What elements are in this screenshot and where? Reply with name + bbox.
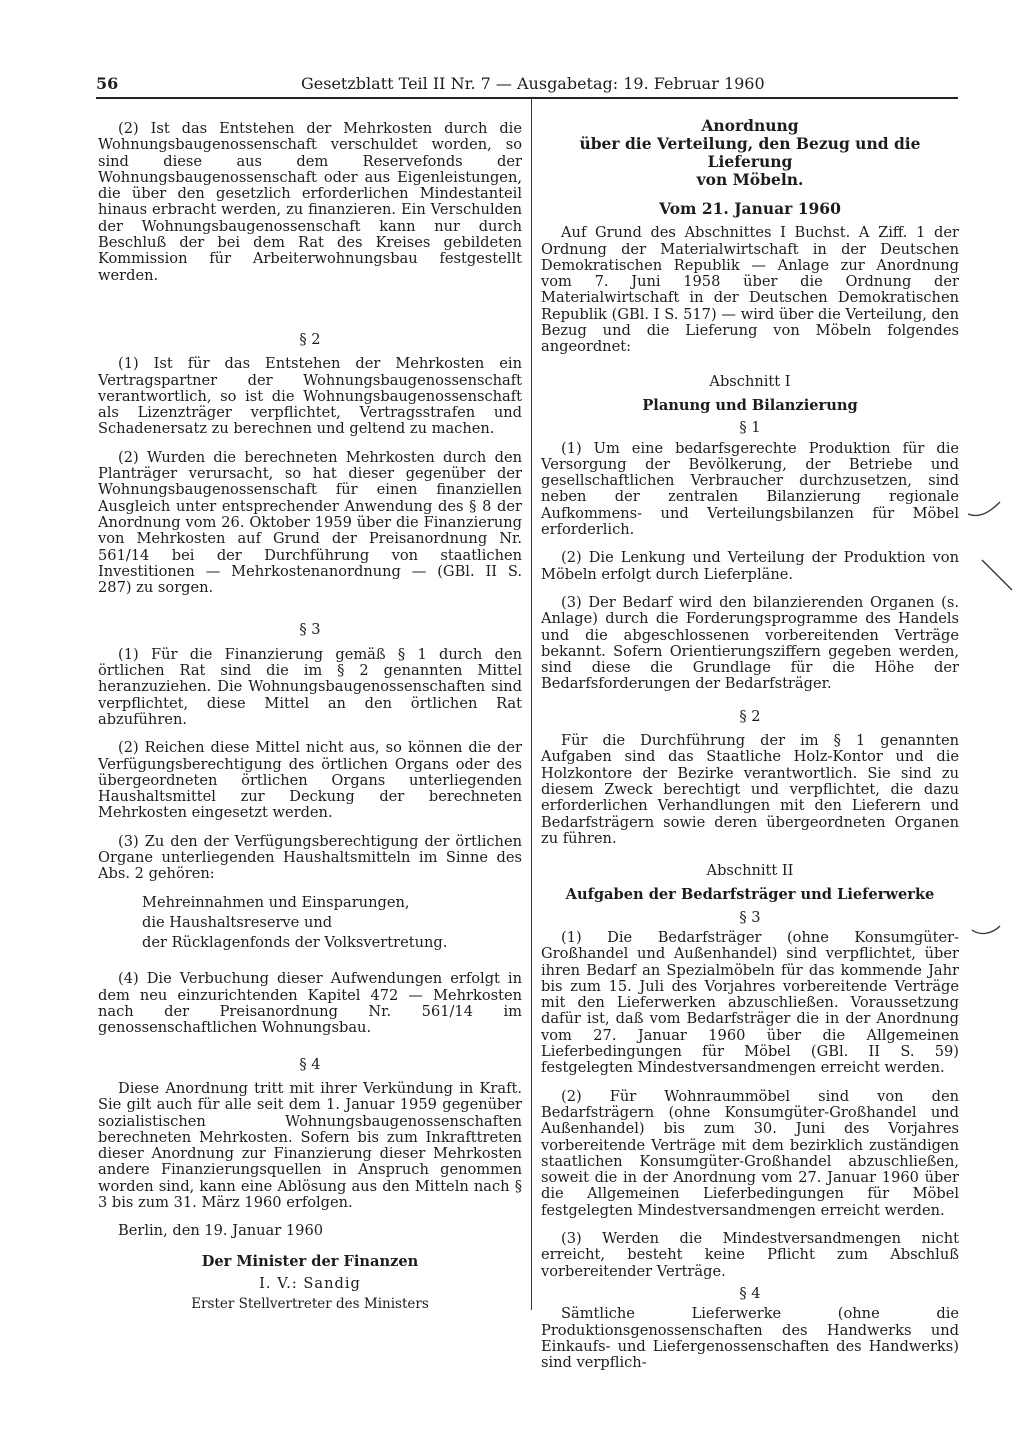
right-column xyxy=(541,117,959,1383)
paragraph: (3) Zu den der Verfügungsberechtigung der örtlichen Organe unterliegenden Haushaltsmitteln im Sinne des Abs. 2 gehören: xyxy=(98,832,522,883)
list-item: Mehreinnahmen und Einsparungen, xyxy=(142,893,410,911)
section-heading: § 2 xyxy=(299,330,321,348)
list-item: der Rücklagenfonds der Volksvertretung. xyxy=(142,934,448,952)
place-date: Berlin, den 19. Januar 1960 xyxy=(118,1222,324,1240)
page-number: 56 xyxy=(96,74,119,93)
paragraph: (3) Werden die Mindestversandmengen nicht erreicht, besteht keine Pflicht zum Abschluß vorbereitender Verträge. xyxy=(541,1230,959,1280)
list xyxy=(142,895,522,952)
paragraph: (1) Ist für das Entstehen der Mehrkosten ein Vertragspartner der Wohnungsbaugenossenschaft verantwortlich, so ist die Wohnungsbaugenossenschaft als Lizenzträger verpflichtet, Vertragsstrafen und Schadenersatz zu berechnen und geltend zu machen. xyxy=(98,355,522,438)
paragraph: (4) Die Verbuchung dieser Aufwendungen erfolgt in dem neu einzurichtenden Kapitel 472 — Mehrkosten nach der Preisanordnung Nr. 561/14 im genossenschaftlichen Wohnungsbau. xyxy=(98,970,522,1037)
paragraph: Sämtliche Lieferwerke (ohne die Produktionsgenossenschaften des Handwerks und Einkaufs- und Liefergenossenschaften des Handwerks) sind verpflich- xyxy=(541,1305,959,1372)
decree-title-line: Anordnung xyxy=(701,116,799,135)
paragraph: (1) Die Bedarfsträger (ohne Konsumgüter-Großhandel und Außenhandel) sind verpflichtet, über ihren Bedarf an Spezialmöbeln für das kommende Jahr bis zum 15. Juli des Vorjahres vorbereitende Verträge mit den Lieferwerken abzuschließen. Voraussetzung dafür ist, daß vom Bedarfsträger die in der Anordnung vom 27. Januar 1960 über die Allgemeinen Lieferbedingungen für Möbel (GBl. II S. 59) festgelegten Mindestversandmengen erreicht werden. xyxy=(541,928,959,1077)
left-column xyxy=(98,121,522,1313)
paragraph: Für die Durchführung der im § 1 genannten Aufgaben sind das Staatliche Holz-Kontor und die Holzkontore der Bezirke verantwortlich. Sie sind zu diesem Zweck berechtigt und verpflichtet, die dazu erforderlichen Verhandlungen mit den Lieferern und Bedarfsträgern sowie deren übergeordneten Organen zu führen. xyxy=(541,732,959,847)
chapter-heading: Abschnitt II xyxy=(706,862,794,880)
margin-mark-icon xyxy=(966,498,1006,520)
paragraph: (2) Reichen diese Mittel nicht aus, so können die der Verfügungsberechtigung des örtlichen Organs oder des übergeordneten örtlichen Organs unterliegenden Haushaltsmittel zur Deckung der berechneten Mehrkosten eingesetzt werden. xyxy=(98,739,522,822)
signer-role: Erster Stellvertreter des Ministers xyxy=(191,1296,429,1313)
signer-name: I. V.: Sandig xyxy=(259,1274,361,1292)
section-heading: § 4 xyxy=(739,1284,761,1302)
section-heading: § 4 xyxy=(299,1055,321,1073)
section-heading: § 2 xyxy=(739,707,761,725)
signer-title: Der Minister der Finanzen xyxy=(201,1252,419,1270)
margin-mark-icon xyxy=(978,556,1018,596)
margin-mark-icon xyxy=(970,920,1010,940)
paragraph: Auf Grund des Abschnittes I Buchst. A Ziff. 1 der Ordnung der Materialwirtschaft in der Deutschen Demokratischen Republik — Anlage zur Anordnung vom 7. Juni 1958 über die Ordnung der Materialwirtschaft in der Deutschen Demokratischen Republik (GBl. I S. 517) — wird über die Verteilung, den Bezug und die Lieferung von Möbeln folgendes angeordnet: xyxy=(541,224,959,356)
paragraph: Diese Anordnung tritt mit ihrer Verkündung in Kraft. Sie gilt auch für alle seit dem 1. Januar 1959 gegenüber sozialistischen Wohnungsbaugenossenschaften berechneten Mehrkosten. Sofern bis zum Inkrafttreten dieser Anordnung zur Finanzierung dieser Mehrkosten andere Finanzierungsquellen in Anspruch genommen worden sind, kann eine Ablösung aus den Mitteln nach § 3 bis zum 31. März 1960 erfolgen. xyxy=(98,1079,522,1212)
column-divider xyxy=(531,98,532,1310)
header-title: Gesetzblatt Teil II Nr. 7 — Ausgabetag: 19. Februar 1960 xyxy=(301,74,765,93)
chapter-heading: Abschnitt I xyxy=(709,372,791,390)
paragraph: (2) Für Wohnraummöbel sind von den Bedarfsträgern (ohne Konsumgüter-Großhandel und Außenhandel) bis zum 30. Juni des Vorjahres vorbereitende Verträge mit dem bezirklich zuständigen staatlichen Konsumgüter-Großhandel abzuschließen, soweit die in der Anordnung vom 27. Januar 1960 über die Allgemeinen Lieferbedingungen für Möbel festgelegten Mindestversandmengen erreicht werden. xyxy=(541,1087,959,1219)
section-heading: § 3 xyxy=(299,621,321,639)
page-header xyxy=(96,70,958,96)
section-heading: § 3 xyxy=(739,908,761,926)
header-rule xyxy=(96,97,958,99)
paragraph: (1) Für die Finanzierung gemäß § 1 durch den örtlichen Rat sind die im § 2 genannten Mittel heranzuziehen. Die Wohnungsbaugenossenschaften sind verpflichtet, diese Mittel an den örtlichen Rat abzuführen. xyxy=(98,645,522,728)
chapter-title: Planung und Bilanzierung xyxy=(642,396,858,414)
list-item: die Haushaltsreserve und xyxy=(142,913,333,931)
decree-title xyxy=(541,117,959,189)
decree-title-line: über die Verteilung, den Bezug und die Lieferung xyxy=(579,134,921,171)
paragraph: (2) Ist das Entstehen der Mehrkosten durch die Wohnungsbaugenossenschaft verschuldet worden, so sind diese aus dem Reservefonds der Wohnungsbaugenossenschaft oder aus Eigenleistungen, die über den gesetzlich erforderlichen Mindestanteil hinaus erbracht werden, zu finanzieren. Ein Verschulden der Wohnungsbaugenossenschaft kann nur durch Beschluß der bei dem Rat des Kreises gebildeten Kommission für Arbeiterwohnungsbau festgestellt werden. xyxy=(98,120,522,284)
chapter-title: Aufgaben der Bedarfsträger und Lieferwerke xyxy=(565,886,935,904)
section-heading: § 1 xyxy=(739,419,761,437)
paragraph: (1) Um eine bedarfsgerechte Produktion für die Versorgung der Bevölkerung, der Betriebe und gesellschaftlichen Verbraucher durchzusetzen, sind neben der zentralen Bilanzierung regionale Aufkommens- und Verteilungsbilanzen für Möbel erforderlich. xyxy=(541,439,959,539)
paragraph: (3) Der Bedarf wird den bilanzierenden Organen (s. Anlage) durch die Forderungsprogramme des Handels und die abgeschlossenen vorbereitenden Verträge bekannt. Sofern Orientierungsziffern gegeben werden, sind diese die Grundlage für die Höhe der Bedarfsforderungen der Bedarfsträger. xyxy=(541,593,959,693)
decree-title-line: von Möbeln. xyxy=(696,170,804,189)
decree-date: Vom 21. Januar 1960 xyxy=(659,199,841,218)
paragraph: (2) Die Lenkung und Verteilung der Produktion von Möbeln erfolgt durch Lieferpläne. xyxy=(541,549,959,583)
paragraph: (2) Wurden die berechneten Mehrkosten durch den Planträger verursacht, so hat dieser gegenüber der Wohnungsbaugenossenschaft für einen finanziellen Ausgleich unter entsprechender Anwendung des § 8 der Anordnung vom 26. Oktober 1959 über die Finanzierung von Mehrkosten auf Grund der Preisanordnung Nr. 561/14 bei der Durchführung von staatlichen Investitionen — Mehrkostenanordnung — (GBl. II S. 287) zu sorgen. xyxy=(98,448,522,597)
